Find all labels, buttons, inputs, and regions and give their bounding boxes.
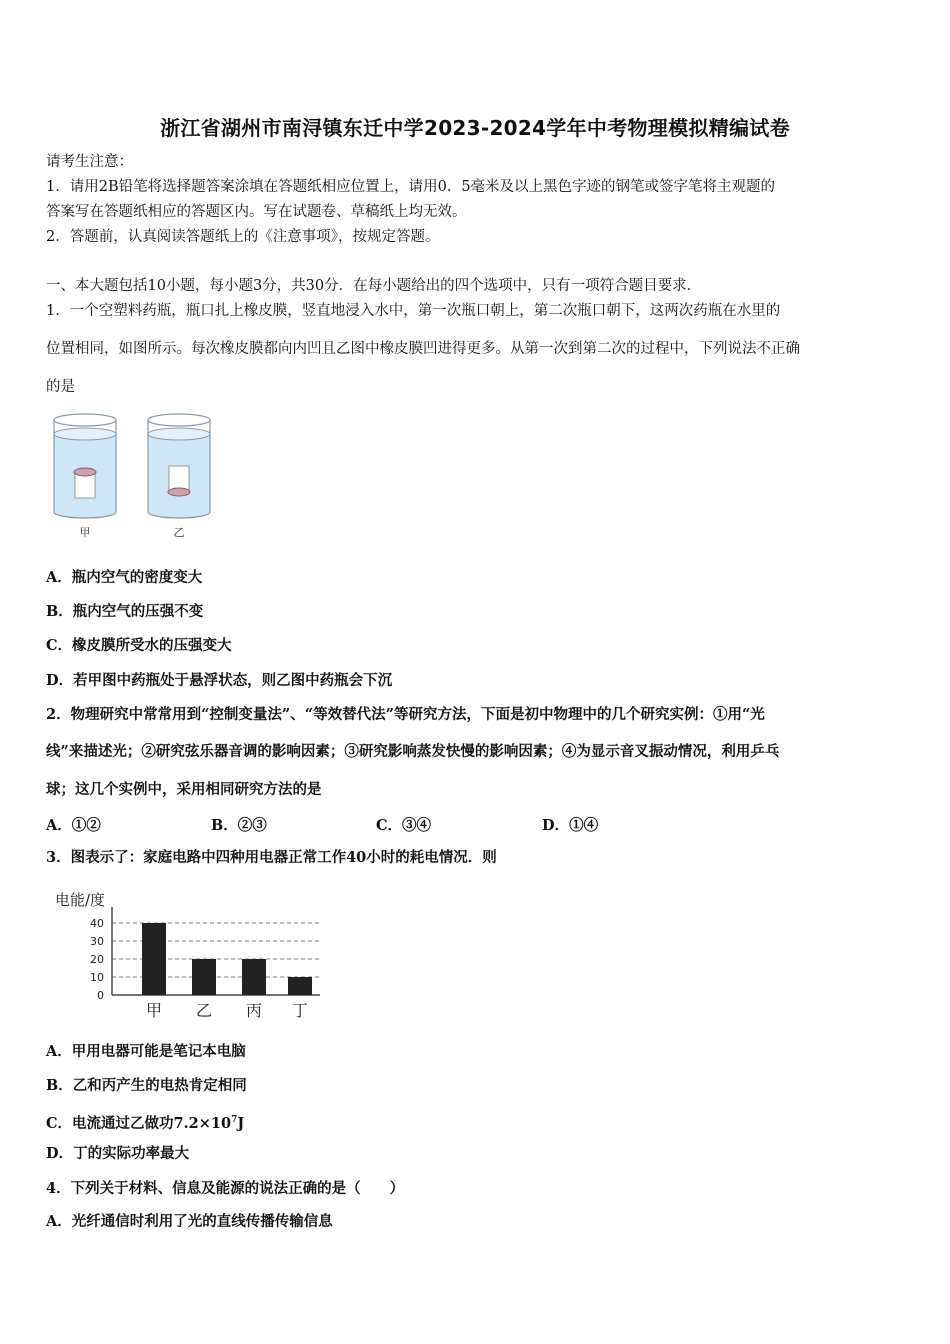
chart-bar: [288, 977, 312, 995]
energy-bar-chart: [50, 885, 340, 1025]
chart-ytick-label: 10: [90, 971, 104, 984]
chart-category-label: 乙: [195, 1001, 213, 1020]
q4-option-a[interactable]: A．光纤通信时利用了光的直线传播传输信息: [46, 1213, 333, 1230]
q3-option-b[interactable]: B．乙和丙产生的电热肯定相同: [46, 1077, 247, 1094]
chart-bar: [142, 923, 166, 995]
notice-item-1-line-1: 1．请用2B铅笔将选择题答案涂填在答题纸相应位置上，请用0．5毫米及以上黑色字迹的钢笔或签字笔将主观题的: [46, 179, 776, 195]
beaker-yi: [148, 414, 210, 518]
q1-stem-line-2: 位置相同，如图所示。每次橡皮膜都向内凹且乙图中橡皮膜凹进得更多。从第一次到第二次的过程中，下列说法不正确: [46, 341, 800, 357]
q2-option-a[interactable]: A．①②: [46, 817, 101, 834]
q2-option-b[interactable]: B．②③: [211, 817, 267, 834]
chart-ytick-label: 0: [97, 989, 104, 1002]
q3-stem: 3．图表示了：家庭电路中四种用电器正常工作40小时的耗电情况．则: [46, 849, 497, 866]
q1-option-d[interactable]: D．若甲图中药瓶处于悬浮状态，则乙图中药瓶会下沉: [46, 672, 393, 689]
figure-label-jia: 甲: [79, 526, 91, 539]
q2-stem-line-2: 线”来描述光；②研究弦乐器音调的影响因素；③研究影响蒸发快慢的影响因素；④为显示音叉振动情况，利用乒乓: [46, 743, 780, 760]
q3-option-c[interactable]: [46, 1110, 906, 1134]
q4-stem: 4．下列关于材料、信息及能源的说法正确的是（ ）: [46, 1180, 405, 1197]
q3-option-c-unit: J: [237, 1114, 245, 1132]
q1-stem-line-3: 的是: [46, 379, 75, 395]
notice-item-1-line-2: 答案写在答题纸相应的答题区内。写在试题卷、草稿纸上均无效。: [46, 204, 467, 220]
chart-category-label: 甲: [145, 1001, 163, 1020]
beaker-jia: [54, 414, 116, 518]
exam-title: 浙江省湖州市南浔镇东迁中学2023-2024学年中考物理模拟精编试卷: [160, 116, 790, 140]
chart-bar: [242, 959, 266, 995]
q1-option-a[interactable]: A．瓶内空气的密度变大: [46, 569, 203, 586]
q3-option-c-exponent: 7: [231, 1115, 238, 1125]
q2-option-c[interactable]: C．③④: [376, 817, 432, 834]
q1-figure: [46, 410, 221, 545]
q3-option-a[interactable]: A．甲用电器可能是笔记本电脑: [46, 1043, 246, 1060]
q1-option-c[interactable]: C．橡皮膜所受水的压强变大: [46, 637, 232, 654]
section-1-heading: 一、本大题包括10小题，每小题3分，共30分．在每小题给出的四个选项中，只有一项符合题目要求．: [46, 278, 702, 294]
figure-label-yi: 乙: [173, 526, 185, 539]
chart-ylabel: 电能/度: [55, 891, 106, 909]
q1-stem-line-1: 1．一个空塑料药瓶，瓶口扎上橡皮膜，竖直地浸入水中，第一次瓶口朝上，第二次瓶口朝下，这两次药瓶在水里的: [46, 303, 781, 319]
chart-ytick-label: 40: [90, 917, 104, 930]
notice-heading: 请考生注意：: [46, 154, 133, 170]
chart-category-label: 丁: [291, 1001, 309, 1020]
q3-option-c-text: C．电流通过乙做功7.2×10: [46, 1114, 232, 1132]
notice-item-2: 2．答题前，认真阅读答题纸上的《注意事项》，按规定答题。: [46, 229, 440, 245]
q2-stem-line-1: 2．物理研究中常常用到“控制变量法”、“等效替代法”等研究方法，下面是初中物理中的几个研究实例：①用“光: [46, 706, 765, 723]
q2-stem-line-3: 球；这几个实例中，采用相同研究方法的是: [46, 781, 322, 798]
q3-option-d[interactable]: D．丁的实际功率最大: [46, 1145, 190, 1162]
chart-ytick-label: 20: [90, 953, 104, 966]
q1-option-b[interactable]: B．瓶内空气的压强不变: [46, 603, 204, 620]
chart-category-label: 丙: [245, 1001, 263, 1020]
chart-bar: [192, 959, 216, 995]
q2-option-d[interactable]: D．①④: [542, 817, 599, 834]
chart-ytick-label: 30: [90, 935, 104, 948]
